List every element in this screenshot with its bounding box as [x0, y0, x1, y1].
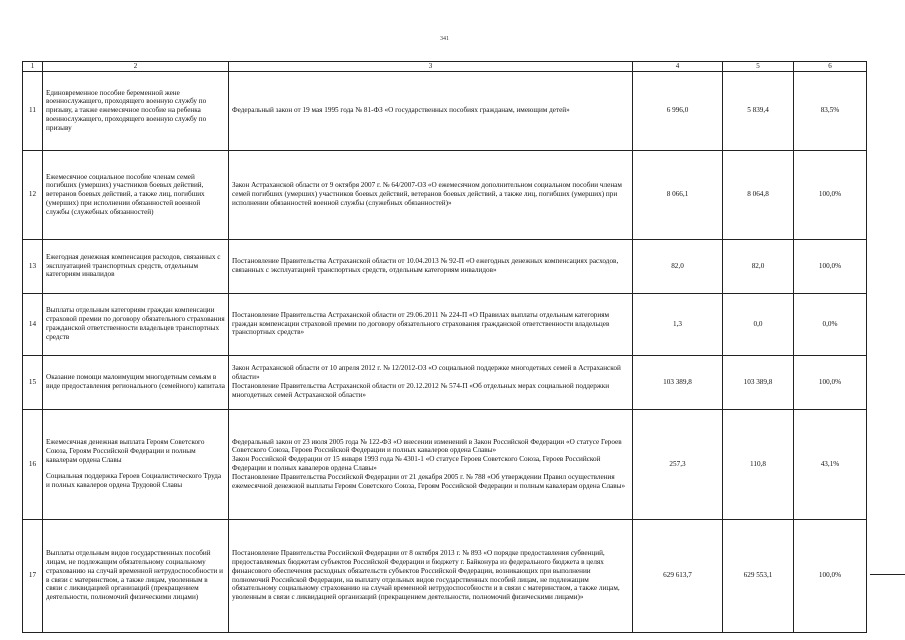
row-description: Ежемесячное социальное пособие членам семей погибших (умерших) участников боевых действий, ветеранов боевых действий, а также лиц, погибших (умерших) при исполнении обязанностей военной службы (служебных обязанностей)	[43, 150, 229, 239]
row-legal-basis	[229, 293, 633, 355]
header-row	[23, 62, 867, 72]
row-number: 15	[23, 355, 43, 409]
table-row	[23, 150, 867, 239]
row-value-col6: 100,0%	[794, 355, 867, 409]
legal-act: Постановление Правительства Астраханской области от 29.06.2011 № 224-П «О Правилах выплаты отдельным категориям граждан компенсации страховой премии по договору обязательного страхования гражданской ответственности владельцев транспортных средств»	[232, 310, 610, 337]
row-legal-basis	[229, 239, 633, 293]
table-row	[23, 519, 867, 632]
legal-act: Федеральный закон от 23 июля 2005 года № 122-ФЗ «О внесении изменений в Закон Российской Федерации «О статусе Героев Советского Союза, Героев Российской Федерации и полных кавалеров ордена Славы»	[232, 437, 622, 455]
row-value-col5: 5 839,4	[723, 71, 794, 150]
column-header-2: 2	[43, 62, 229, 72]
row-value-col5: 103 389,8	[723, 355, 794, 409]
row-value-col6: 43,1%	[794, 409, 867, 519]
row-description: Оказание помощи малоимущим многодетным семьям в виде предоставления регионального (семейного) капитала	[43, 355, 229, 409]
row-number: 17	[23, 519, 43, 632]
row-description: Выплаты отдельным категориям граждан компенсации страховой премии по договору обязательного страхования гражданской ответственности владельцев транспортных средств	[43, 293, 229, 355]
legal-act: Постановление Правительства Астраханской области от 20.12.2012 № 574-П «Об отдельных мерах социальной поддержки многодетных семей Астраханской области»	[232, 382, 610, 399]
description-part: Социальная поддержка Героев Социалистического Труда и полных кавалеров ордена Трудовой Славы	[46, 472, 222, 490]
row-value-col5: 82,0	[723, 239, 794, 293]
row-value-col4: 629 613,7	[633, 519, 723, 632]
row-value-col5: 629 553,1	[723, 519, 794, 632]
table-row	[23, 71, 867, 150]
scan-artifact-line	[870, 574, 905, 575]
column-header-3: 3	[229, 62, 633, 72]
table-row	[23, 239, 867, 293]
legal-act: Постановление Правительства Российской Федерации от 8 октября 2013 г. № 893 «О порядке предоставления субвенций, предоставляемых бюджетам субъектов Российской Федерации и бюджету г. Байконура из федерального бюджета в целях финансового обеспечения расходных обязательств субъектов Российской Федерации, возникающих при выполнении полномочий Российской Федерации, на выплату отдельных видов государственных пособий лицам, не подлежащим обязательному социальному страхованию на случай временной нетрудоспособности и в связи с материнством, а также лицам, уволенным в связи с ликвидацией организаций (прекращением деятельности, полномочий физическими лицами)»	[232, 549, 620, 602]
column-header-5: 5	[723, 62, 794, 72]
row-legal-basis	[229, 71, 633, 150]
legal-act: Постановление Правительства Российской Федерации от 21 декабря 2005 г. № 788 «Об утверждении Правил осуществления ежемесячной денежной выплаты Героям Советского Союза, Героям Российской Федерации и полным кавалерам ордена Славы»	[232, 472, 626, 490]
legal-act: Закон Российской Федерации от 15 января 1993 года № 4301-1 «О статусе Героев Советского Союза, Героев Российской Федерации и полных кавалеров ордена Славы»	[232, 455, 601, 473]
description-part: Ежемесячная денежная выплата Героям Советского Союза, Героям Российской Федерации и полным кавалерам ордена Славы	[46, 438, 205, 464]
row-number: 14	[23, 293, 43, 355]
column-header-1: 1	[23, 62, 43, 72]
row-description: Единовременное пособие беременной жене военнослужащего, проходящего военную службу по призыву, а также ежемесячное пособие на ребенка военнослужащего, проходящего военную службу по призыву	[43, 71, 229, 150]
row-value-col4: 257,3	[633, 409, 723, 519]
legal-act: Закон Астраханской области от 10 апреля 2012 г. № 12/2012-ОЗ «О социальной поддержке многодетных семей в Астраханской области»	[232, 364, 621, 382]
legal-act: Постановление Правительства Астраханской области от 10.04.2013 № 92-П «О ежегодных денежных компенсациях расходов, связанных с эксплуатацией транспортных средств, отдельным категориям инвалидов»	[232, 257, 619, 275]
table-row	[23, 355, 867, 409]
row-value-col4: 8 066,1	[633, 150, 723, 239]
row-value-col6: 100,0%	[794, 519, 867, 632]
row-value-col6: 83,5%	[794, 71, 867, 150]
row-value-col4: 82,0	[633, 239, 723, 293]
row-number: 11	[23, 71, 43, 150]
column-header-6: 6	[794, 62, 867, 72]
row-value-col5: 8 064,8	[723, 150, 794, 239]
row-value-col5: 110,8	[723, 409, 794, 519]
row-value-col6: 100,0%	[794, 239, 867, 293]
row-legal-basis	[229, 150, 633, 239]
legal-act: Федеральный закон от 19 мая 1995 года № 81-ФЗ «О государственных пособиях гражданам, имеющим детей»	[232, 106, 570, 115]
row-description: Выплаты отдельным видов государственных пособий лицам, не подлежащим обязательному социальному страхованию на случай временной нетрудоспособности и в связи с материнством, а также лицам, уволенным в связи с ликвидацией организаций (прекращением деятельности, полномочий физическими лицами)	[43, 519, 229, 632]
column-header-4: 4	[633, 62, 723, 72]
table-row	[23, 293, 867, 355]
row-value-col6: 0,0%	[794, 293, 867, 355]
row-legal-basis	[229, 519, 633, 632]
row-value-col5: 0,0	[723, 293, 794, 355]
row-number: 13	[23, 239, 43, 293]
table-row	[23, 409, 867, 519]
row-legal-basis	[229, 355, 633, 409]
row-number: 12	[23, 150, 43, 239]
row-value-col4: 6 996,0	[633, 71, 723, 150]
row-description	[43, 409, 229, 519]
row-value-col6: 100,0%	[794, 150, 867, 239]
row-description: Ежегодная денежная компенсация расходов, связанных с эксплуатацией транспортных средств, отдельным категориям инвалидов	[43, 239, 229, 293]
row-value-col4: 1,3	[633, 293, 723, 355]
page-number: 341	[440, 36, 449, 42]
row-legal-basis	[229, 409, 633, 519]
row-value-col4: 103 389,8	[633, 355, 723, 409]
row-number: 16	[23, 409, 43, 519]
legal-act: Закон Астраханской области от 9 октября 2007 г. № 64/2007-ОЗ «О ежемесячном дополнительном социальном пособии членам семей погибших (умерших) участников боевых действий, ветеранов боевых действий, а также лиц, погибших (умерших) при исполнении обязанностей военной службы (служебных обязанностей)»	[232, 181, 622, 207]
report-table	[22, 61, 867, 633]
